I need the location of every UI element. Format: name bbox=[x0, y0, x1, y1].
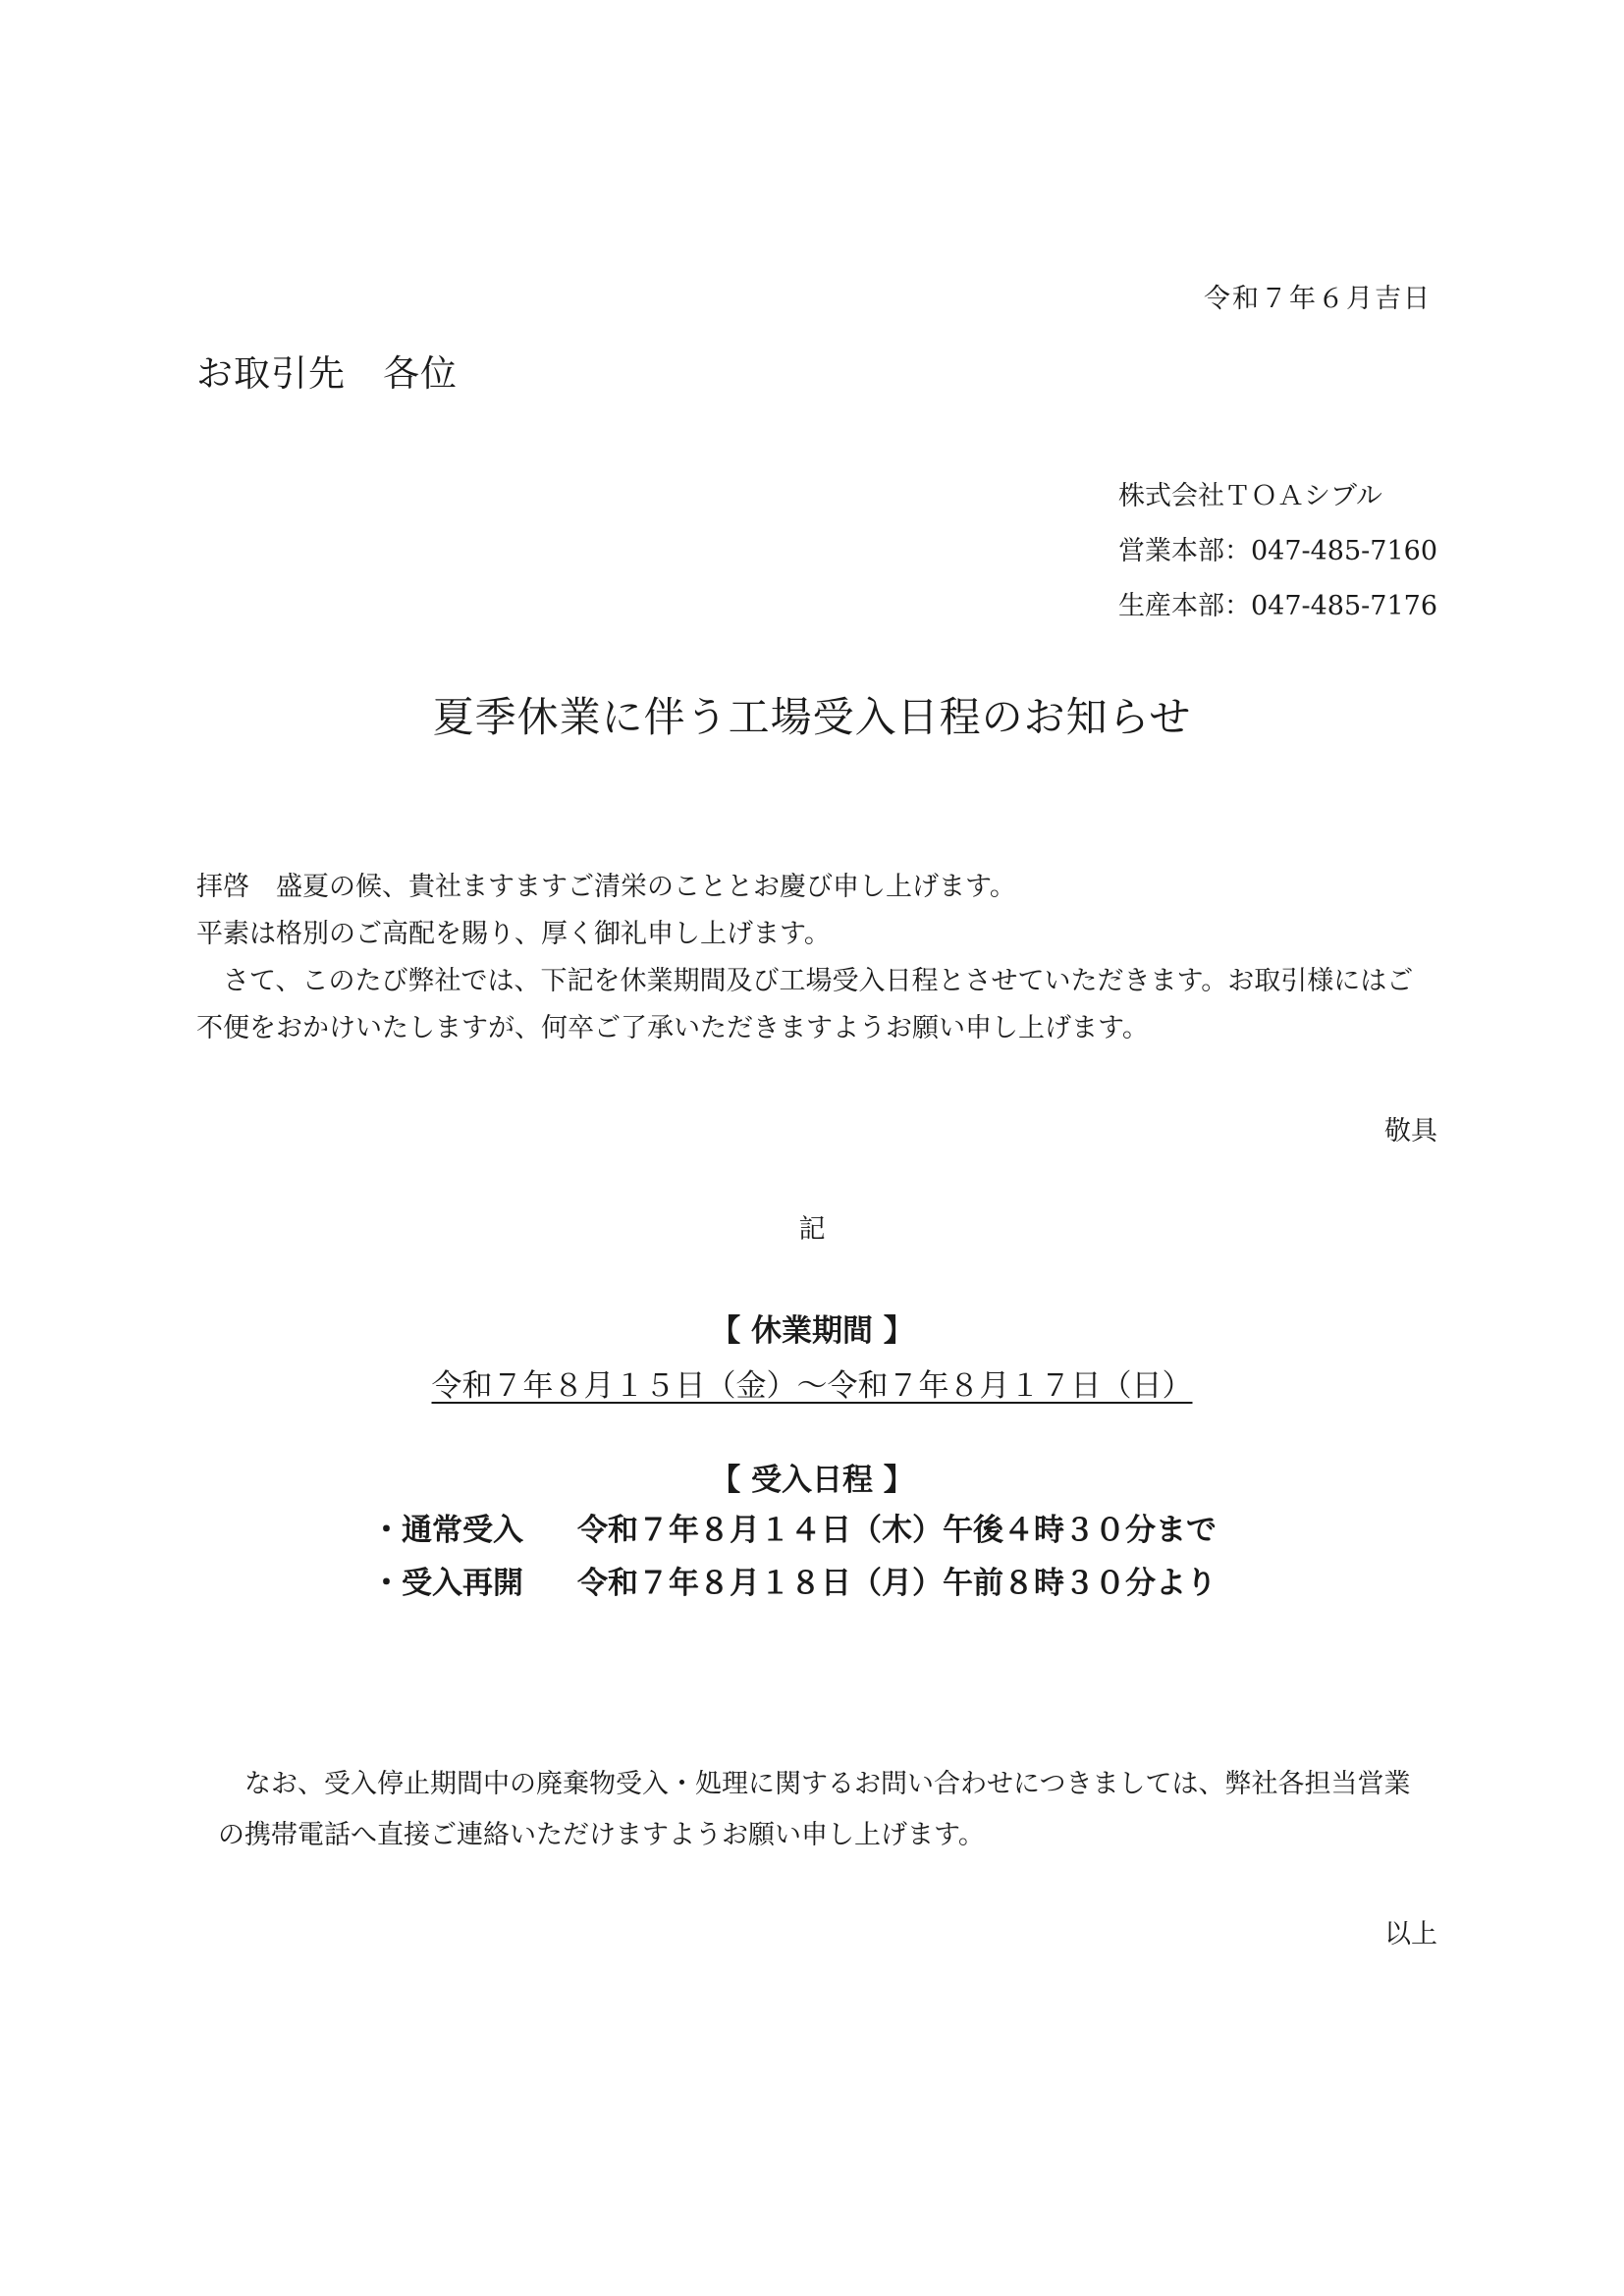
body-main: さて、このたび弊社では、下記を休業期間及び工場受入日程とさせていただきます。お取引様にはご不便をおかけいたしますが、何卒ご了承いただきますようお願い申し上げます。 bbox=[196, 966, 1414, 1043]
holiday-period-text: 令和７年８月１５日（金）～令和７年８月１７日（日） bbox=[431, 1368, 1193, 1404]
schedule-item bbox=[371, 1557, 1217, 1610]
contact-note bbox=[218, 1759, 1435, 1861]
schedule-item-value: 令和７年８月１４日（木）午後４時３０分まで bbox=[577, 1513, 1217, 1548]
schedule-item-value: 令和７年８月１８日（月）午前８時３０分より bbox=[577, 1566, 1217, 1601]
holiday-period bbox=[0, 1361, 1624, 1405]
schedule-item-label: ・受入再開 bbox=[371, 1566, 523, 1601]
recipient: お取引先 各位 bbox=[196, 352, 458, 395]
schedule-item-label: ・通常受入 bbox=[371, 1513, 523, 1548]
sender-production-phone: 生産本部：047-485-7176 bbox=[1117, 591, 1437, 621]
closing-ijo: 以上 bbox=[1384, 1919, 1437, 1949]
sender-block bbox=[1118, 469, 1437, 634]
page-title: 夏季休業に伴う工場受入日程のお知らせ bbox=[432, 693, 1192, 741]
schedule-list bbox=[371, 1504, 1217, 1610]
closing-keigu: 敬具 bbox=[1384, 1116, 1437, 1147]
schedule-heading: 【 受入日程 】 bbox=[710, 1463, 914, 1498]
document-date: 令和７年６月吉日 bbox=[1204, 284, 1432, 314]
sender-company: 株式会社ＴＯＡシブル bbox=[1117, 481, 1382, 511]
contact-note-text: なお、受入停止期間中の廃棄物受入・処理に関するお問い合わせにつきましては、弊社各担当営業の携帯電話へ直接ご連絡いただけますようお願い申し上げます。 bbox=[218, 1769, 1411, 1850]
sender-sales-phone: 営業本部：047-485-7160 bbox=[1117, 536, 1437, 566]
body-greeting: 拝啓 盛夏の候、貴社ますますご清栄のこととお慶び申し上げます。 bbox=[196, 872, 1016, 902]
schedule-item bbox=[371, 1504, 1217, 1557]
letter-body bbox=[196, 864, 1435, 1052]
holiday-heading: 【 休業期間 】 bbox=[710, 1313, 914, 1349]
body-thanks: 平素は格別のご高配を賜り、厚く御礼申し上げます。 bbox=[196, 919, 831, 949]
ki-marker: 記 bbox=[798, 1214, 826, 1245]
